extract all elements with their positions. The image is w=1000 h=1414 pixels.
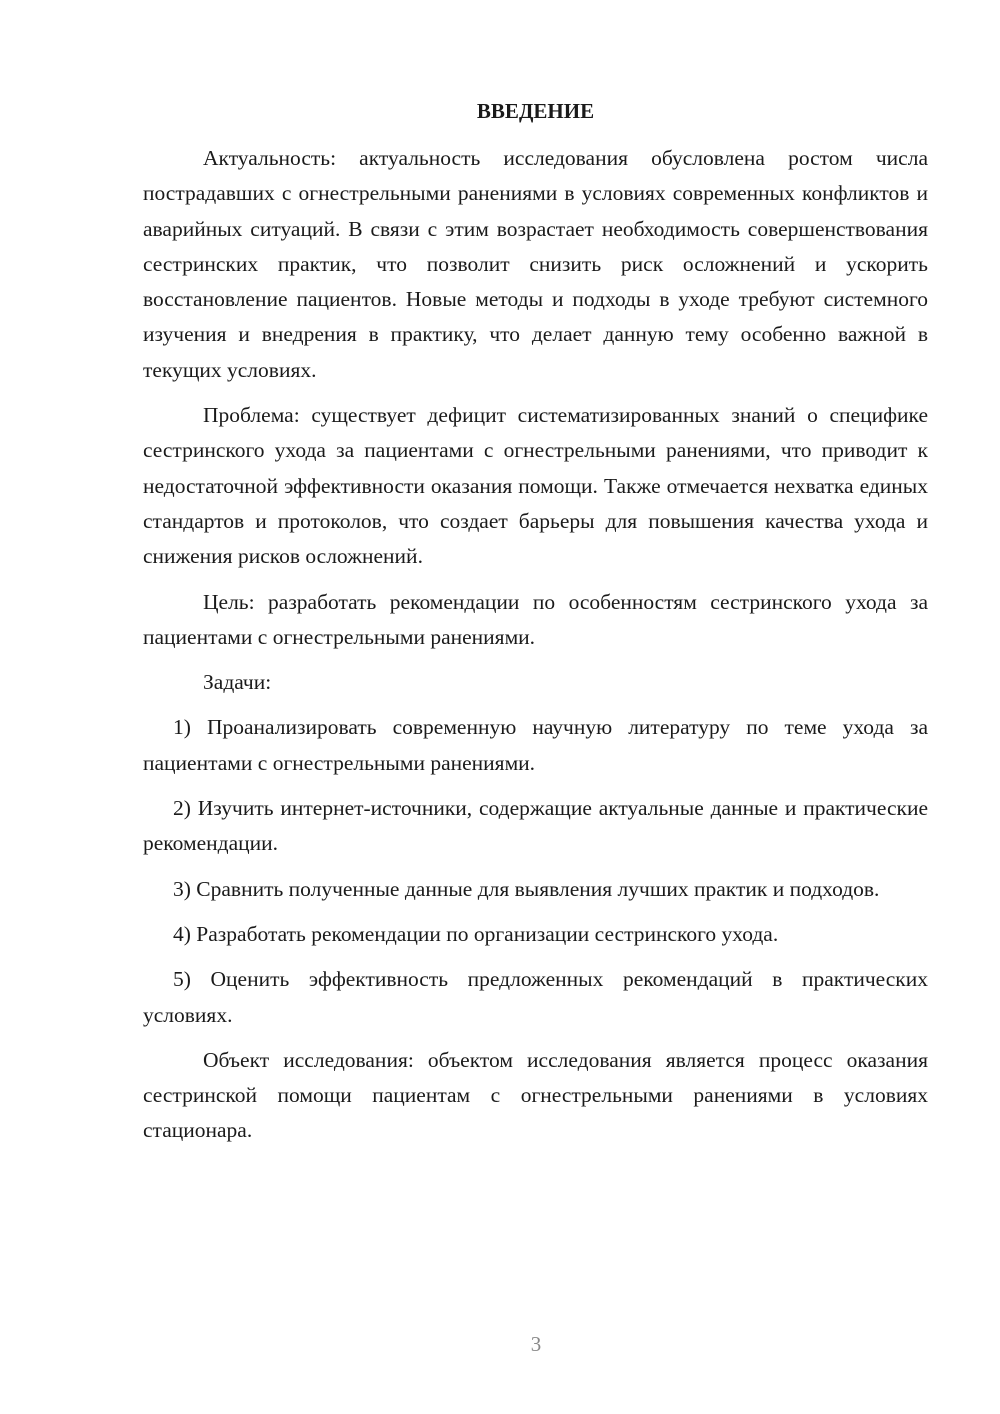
relevance-paragraph: Актуальность: актуальность исследования обусловлена ростом числа пострадавших с огнестрельными ранениями в условиях современных конфликтов и аварийных ситуаций. В связи с этим возрастает необходимость совершенствования сестринских практик, что позволит снизить риск осложнений и ускорить восстановление пациентов. Новые методы и подходы в уходе требуют системного изучения и внедрения в практику, что делает данную тему особенно важной в текущих условиях.: [143, 146, 928, 382]
task-item: 2) Изучить интернет-источники, содержащие актуальные данные и практические рекомендации.: [143, 796, 928, 856]
goal-paragraph: Цель: разработать рекомендации по особенностям сестринского ухода за пациентами с огнестрельными ранениями.: [143, 589, 928, 649]
page-content: [143, 94, 928, 1159]
task-item: 5) Оценить эффективность предложенных рекомендаций в практических условиях.: [143, 967, 928, 1027]
tasks-heading: Задачи:: [203, 670, 272, 695]
task-item: 4) Разработать рекомендации по организации сестринского ухода.: [173, 921, 779, 946]
object-paragraph: Объект исследования: объектом исследования является процесс оказания сестринской помощи пациентам с огнестрельными ранениями в условиях стационара.: [143, 1047, 928, 1143]
task-item: 3) Сравнить полученные данные для выявления лучших практик и подходов.: [173, 876, 880, 901]
task-item: 1) Проанализировать современную научную литературу по теме ухода за пациентами с огнестрельными ранениями.: [143, 715, 928, 775]
problem-paragraph: Проблема: существует дефицит систематизированных знаний о специфике сестринского ухода за пациентами с огнестрельными ранениями, что приводит к недостаточной эффективности оказания помощи. Также отмечается нехватка единых стандартов и протоколов, что создает барьеры для повышения качества ухода и снижения рисков осложнений.: [143, 403, 928, 569]
page-title: ВВЕДЕНИЕ: [476, 99, 595, 123]
page-number: 3: [530, 1332, 542, 1356]
